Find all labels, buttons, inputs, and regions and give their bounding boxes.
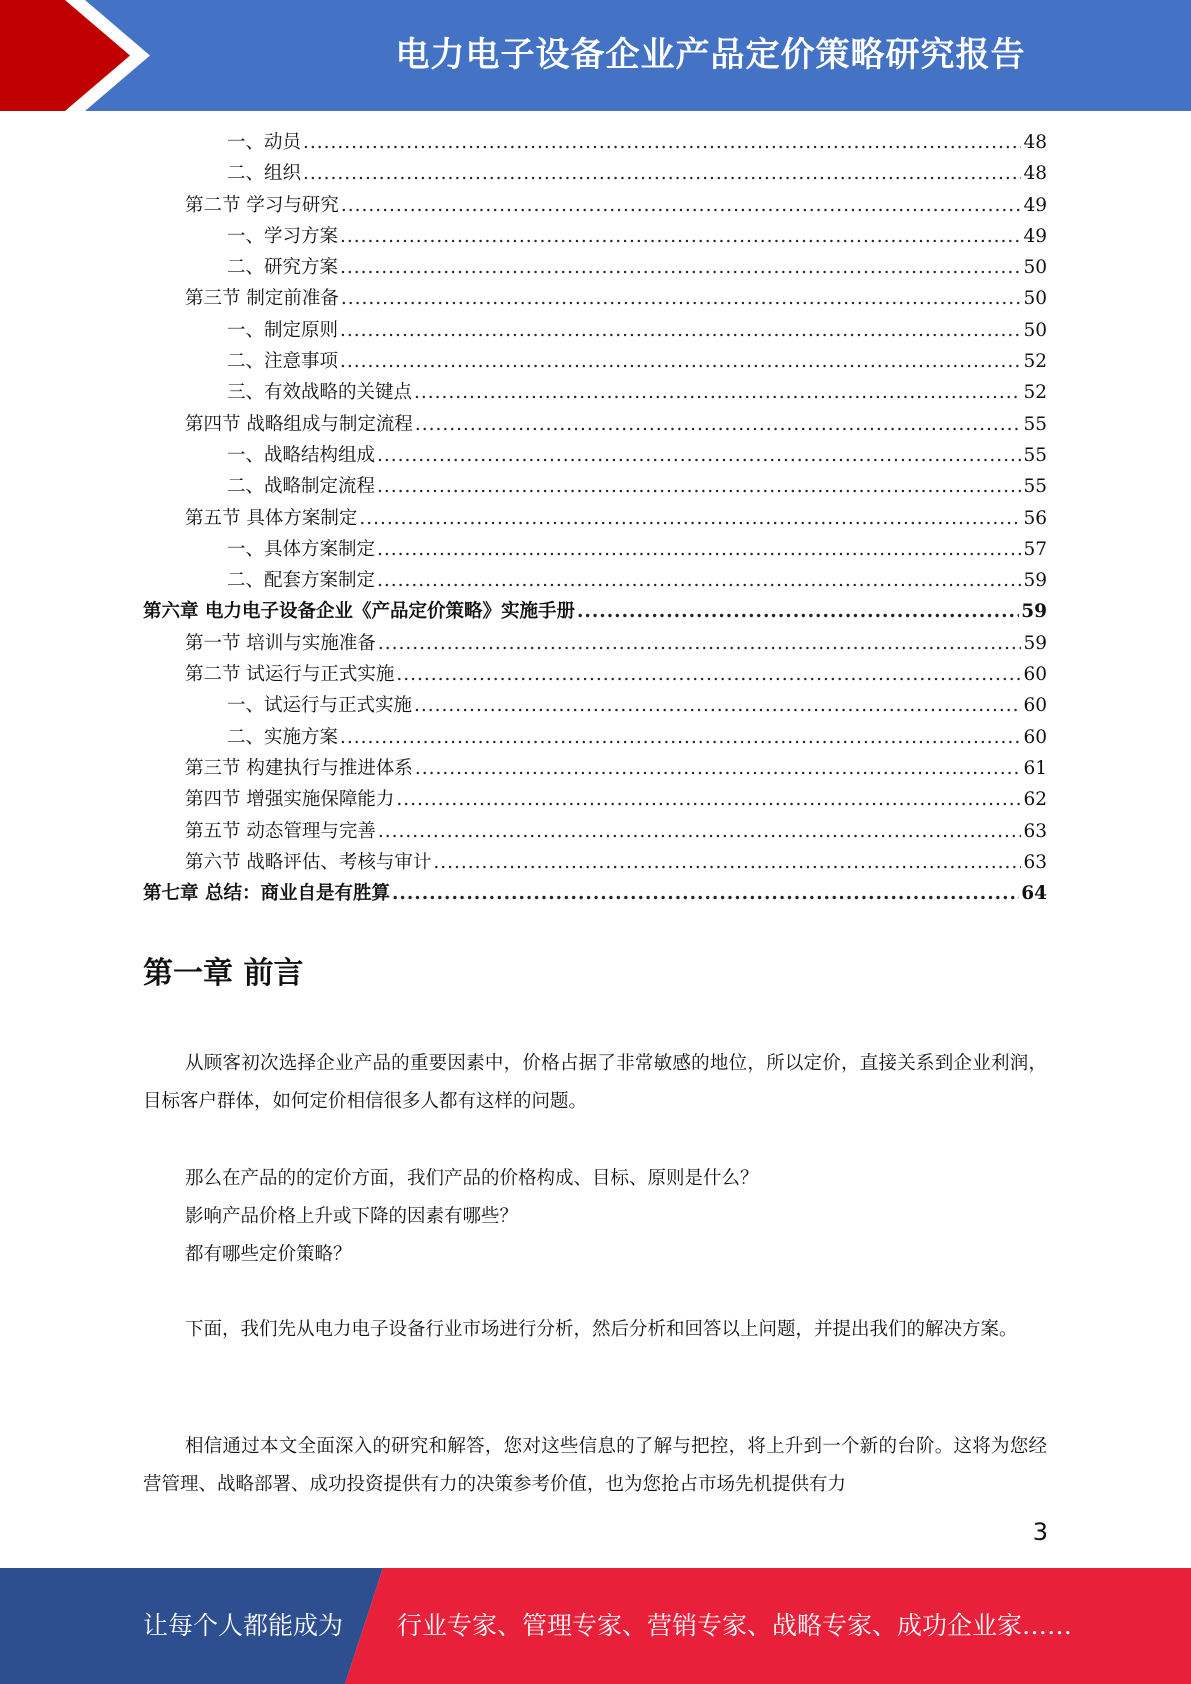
toc-leader-dots — [303, 127, 1021, 158]
toc-entry-label: 二、研究方案 — [227, 257, 339, 279]
page-number: 3 — [1032, 1518, 1048, 1546]
toc-entry[interactable] — [143, 847, 1047, 878]
toc-entry-page: 60 — [1023, 695, 1047, 717]
footer-slogan-right: 行业专家、管理专家、营销专家、战略专家、成功企业家…… — [397, 1611, 1073, 1640]
toc-leader-dots — [377, 440, 1021, 471]
toc-leader-dots — [377, 471, 1021, 502]
toc-entry[interactable] — [143, 628, 1047, 659]
toc-entry[interactable] — [143, 221, 1047, 252]
question-line: 都有哪些定价策略？ — [185, 1244, 352, 1265]
toc-entry-page: 50 — [1023, 257, 1047, 279]
toc-entry-label: 第四节 战略组成与制定流程 — [185, 413, 413, 435]
toc-leader-dots — [340, 722, 1021, 753]
body-section-3 — [143, 1428, 1047, 1504]
toc-entry-label: 二、战略制定流程 — [227, 476, 376, 498]
question-line: 影响产品价格上升或下降的因素有哪些？ — [185, 1206, 519, 1227]
toc-entry-page: 60 — [1023, 664, 1047, 686]
toc-entry-page: 59 — [1023, 570, 1047, 592]
toc-entry[interactable] — [143, 722, 1047, 753]
toc-entry[interactable] — [143, 158, 1047, 189]
toc-entry-page: 63 — [1023, 851, 1047, 873]
report-title: 电力电子设备企业产品定价策略研究报告 — [395, 35, 1026, 75]
toc-entry-page: 63 — [1023, 820, 1047, 842]
toc-entry-page: 49 — [1023, 194, 1047, 216]
paragraph: 相信通过本文全面深入的研究和解答，您对这些信息的了解与把控，将上升到一个新的台阶。这将为您经营管理、战略部署、成功投资提供有力的决策参考价值，也为您抢占市场先机提供有力 — [143, 1436, 1047, 1495]
chapter-heading: 第一章 前言 — [143, 956, 304, 991]
toc-entry-label: 第六章 电力电子设备企业《产品定价策略》实施手册 — [143, 601, 575, 623]
toc-entry-page: 62 — [1023, 789, 1047, 811]
body-section-questions — [143, 1160, 1047, 1274]
toc-entry[interactable] — [143, 440, 1047, 471]
toc-entry-page: 57 — [1023, 538, 1047, 560]
toc-entry[interactable] — [143, 690, 1047, 721]
table-of-contents — [143, 127, 1047, 909]
toc-leader-dots — [415, 409, 1022, 440]
toc-leader-dots — [414, 377, 1021, 408]
toc-entry-label: 第六节 战略评估、考核与审计 — [185, 851, 432, 873]
toc-entry[interactable] — [143, 503, 1047, 534]
toc-leader-dots — [341, 190, 1022, 221]
toc-entry-label: 一、战略结构组成 — [227, 444, 376, 466]
toc-entry-label: 三、有效战略的关键点 — [227, 382, 413, 404]
toc-entry-page: 50 — [1023, 288, 1047, 310]
toc-entry-page: 60 — [1023, 726, 1047, 748]
toc-leader-dots — [377, 534, 1021, 565]
paragraph: 下面，我们先从电力电子设备行业市场进行分析，然后分析和回答以上问题，并提出我们的解决方案。 — [185, 1319, 1018, 1340]
toc-entry-page: 59 — [1023, 632, 1047, 654]
toc-leader-dots — [396, 659, 1021, 690]
toc-entry[interactable] — [143, 565, 1047, 596]
toc-leader-dots — [340, 346, 1021, 377]
toc-leader-dots — [340, 221, 1021, 252]
toc-entry-label: 一、试运行与正式实施 — [227, 695, 413, 717]
toc-entry-page: 55 — [1023, 476, 1047, 498]
toc-entry-label: 二、注意事项 — [227, 351, 339, 373]
toc-entry-label: 一、动员 — [227, 132, 302, 153]
toc-entry-page: 52 — [1023, 351, 1047, 373]
toc-entry-page: 50 — [1023, 319, 1047, 341]
toc-entry-page: 64 — [1021, 883, 1047, 905]
toc-leader-dots — [378, 628, 1022, 659]
toc-leader-dots — [341, 283, 1022, 314]
toc-leader-dots — [577, 596, 1019, 627]
toc-entry[interactable] — [143, 377, 1047, 408]
toc-leader-dots — [392, 878, 1019, 909]
toc-entry-label: 第五节 具体方案制定 — [185, 507, 358, 529]
toc-leader-dots — [377, 565, 1021, 596]
toc-leader-dots — [340, 315, 1021, 346]
toc-entry[interactable] — [143, 784, 1047, 815]
toc-entry[interactable] — [143, 283, 1047, 314]
footer-band — [0, 1568, 1191, 1684]
toc-entry-page: 55 — [1023, 413, 1047, 435]
toc-entry-label: 二、实施方案 — [227, 726, 339, 748]
toc-entry[interactable] — [143, 471, 1047, 502]
toc-leader-dots — [414, 690, 1021, 721]
header-chevron-icon — [0, 0, 150, 111]
toc-entry[interactable] — [143, 596, 1047, 627]
toc-entry[interactable] — [143, 659, 1047, 690]
toc-entry-label: 第四节 增强实施保障能力 — [185, 789, 395, 811]
toc-entry-page: 56 — [1023, 507, 1047, 529]
toc-leader-dots — [415, 753, 1022, 784]
toc-entry-label: 第七章 总结：商业自是有胜算 — [143, 883, 390, 905]
toc-entry-page: 49 — [1023, 225, 1047, 247]
toc-entry[interactable] — [143, 127, 1047, 158]
toc-entry[interactable] — [143, 878, 1047, 909]
toc-entry-label: 一、学习方案 — [227, 225, 339, 247]
toc-entry-page: 55 — [1023, 444, 1047, 466]
toc-entry-label: 第二节 学习与研究 — [185, 194, 339, 216]
header-band — [0, 0, 1191, 111]
toc-leader-dots — [340, 252, 1021, 283]
toc-leader-dots — [359, 503, 1021, 534]
toc-entry[interactable] — [143, 534, 1047, 565]
footer-slogan-left: 让每个人都能成为 — [143, 1611, 344, 1640]
paragraph: 从顾客初次选择企业产品的重要因素中，价格占据了非常敏感的地位，所以定价，直接关系到企业利润，目标客户群体，如何定价相信很多人都有这样的问题。 — [143, 1053, 1047, 1112]
toc-entry-page: 48 — [1023, 132, 1047, 153]
toc-entry[interactable] — [143, 753, 1047, 784]
toc-entry[interactable] — [143, 816, 1047, 847]
toc-entry-page: 59 — [1021, 601, 1047, 623]
toc-leader-dots — [303, 158, 1021, 189]
question-line: 那么在产品的的定价方面，我们产品的价格构成、目标、原则是什么？ — [185, 1168, 759, 1189]
toc-entry-page: 52 — [1023, 382, 1047, 404]
toc-leader-dots — [396, 784, 1021, 815]
toc-entry-page: 48 — [1023, 163, 1047, 185]
toc-entry[interactable] — [143, 315, 1047, 346]
toc-entry-label: 第二节 试运行与正式实施 — [185, 664, 395, 686]
toc-entry-label: 第三节 构建执行与推进体系 — [185, 757, 413, 779]
toc-leader-dots — [433, 847, 1021, 878]
toc-leader-dots — [378, 816, 1022, 847]
toc-entry-label: 二、配套方案制定 — [227, 570, 376, 592]
body-section-2 — [143, 1311, 1047, 1349]
body-section-1 — [143, 1045, 1047, 1121]
toc-entry-label: 第五节 动态管理与完善 — [185, 820, 376, 842]
toc-entry-label: 二、组织 — [227, 163, 302, 185]
toc-entry[interactable] — [143, 190, 1047, 221]
toc-entry[interactable] — [143, 409, 1047, 440]
toc-entry-label: 一、制定原则 — [227, 319, 339, 341]
toc-entry-label: 一、具体方案制定 — [227, 538, 376, 560]
toc-entry-label: 第一节 培训与实施准备 — [185, 632, 376, 654]
toc-entry[interactable] — [143, 346, 1047, 377]
toc-entry[interactable] — [143, 252, 1047, 283]
toc-entry-page: 61 — [1023, 757, 1047, 779]
toc-entry-label: 第三节 制定前准备 — [185, 288, 339, 310]
